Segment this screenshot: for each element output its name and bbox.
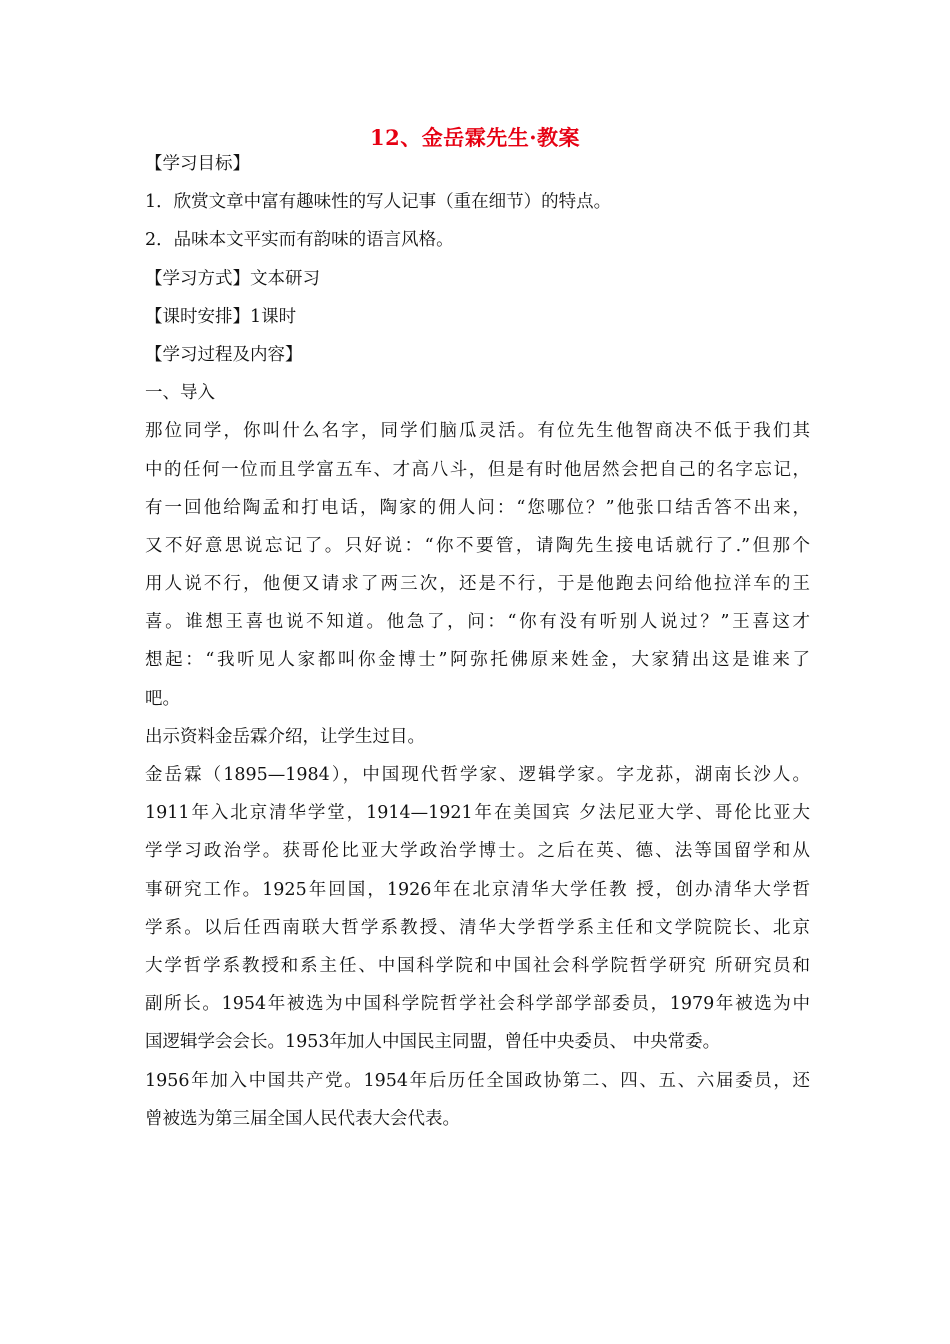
show-material-line: 出示资料金岳霖介绍，让学生过目。	[145, 726, 425, 747]
bio-line: 大学哲学系教授和系主任、中国科学院和中国社会科学院哲学研究 所研究员和	[145, 955, 810, 976]
bio-line: 副所长。1954年被选为中国科学院哲学社会科学部学部委员，1979年被选为中	[145, 994, 810, 1015]
bio-line: 国逻辑学会会长。1953年加人中国民主同盟，曾任中央委员、 中央常委。	[145, 1032, 721, 1053]
document-title: 12、金岳霖先生·教案	[369, 125, 581, 150]
schedule-line: 【课时安排】1课时	[145, 306, 297, 327]
intro-line: 喜。谁想王喜也说不知道。他急了，问：“你有没有听别人说过？”王喜这才	[145, 612, 810, 633]
bio-line: 金岳霖（1895—1984），中国现代哲学家、逻辑学家。字龙荪，湖南长沙人。	[145, 765, 810, 785]
intro-line: 有一回他给陶孟和打电话，陶家的佣人问：“您哪位？”他张口结舌答不出来，	[145, 497, 810, 518]
goal-item-2: 2．品味本文平实而有韵味的语言风格。	[145, 230, 454, 251]
intro-line: 吧。	[145, 688, 180, 709]
intro-line: 用人说不行，他便又请求了两三次，还是不行，于是他跑去问给他拉洋车的王	[145, 574, 810, 595]
goal-heading: 【学习目标】	[145, 154, 250, 174]
method-line: 【学习方式】文本研习	[145, 268, 320, 289]
intro-line: 那位同学，你叫什么名字，同学们脑瓜灵活。有位先生他智商决不低于我们其	[145, 421, 810, 442]
bio-line: 事研究工作。1925年回国，1926年在北京清华大学任教 授，创办清华大学哲	[145, 879, 810, 900]
process-heading: 【学习过程及内容】	[145, 344, 303, 365]
intro-line: 想起：“我听见人家都叫你金博士”阿弥托佛原来姓金，大家猜出这是谁来了	[145, 650, 810, 671]
document-body	[145, 145, 810, 1138]
intro-paragraph	[145, 412, 810, 718]
bio-line: 曾被选为第三届全国人民代表大会代表。	[145, 1108, 460, 1129]
intro-line: 又不好意思说忘记了。只好说：“你不要管，请陶先生接电话就行了.”但那个	[145, 535, 810, 556]
intro-heading: 一、导入	[145, 383, 215, 404]
bio-line: 学学习政治学。获哥伦比亚大学政治学博士。之后在英、德、法等国留学和从	[145, 841, 810, 862]
bio-line: 1911年入北京清华学堂，1914—1921年在美国宾 夕法尼亚大学、哥伦比亚大	[145, 803, 810, 824]
bio-line: 1956年加入中国共产党。1954年后历任全国政协第二、四、五、六届委员，还	[145, 1070, 810, 1091]
bio-paragraph	[145, 756, 810, 1138]
intro-line: 中的任何一位而且学富五车、才高八斗，但是有时他居然会把自己的名字忘记，	[145, 459, 810, 480]
bio-line: 学系。以后任西南联大哲学系教授、清华大学哲学系主任和文学院院长、北京	[145, 917, 810, 938]
goal-item-1: 1．欣赏文章中富有趣味性的写人记事（重在细节）的特点。	[145, 192, 612, 213]
